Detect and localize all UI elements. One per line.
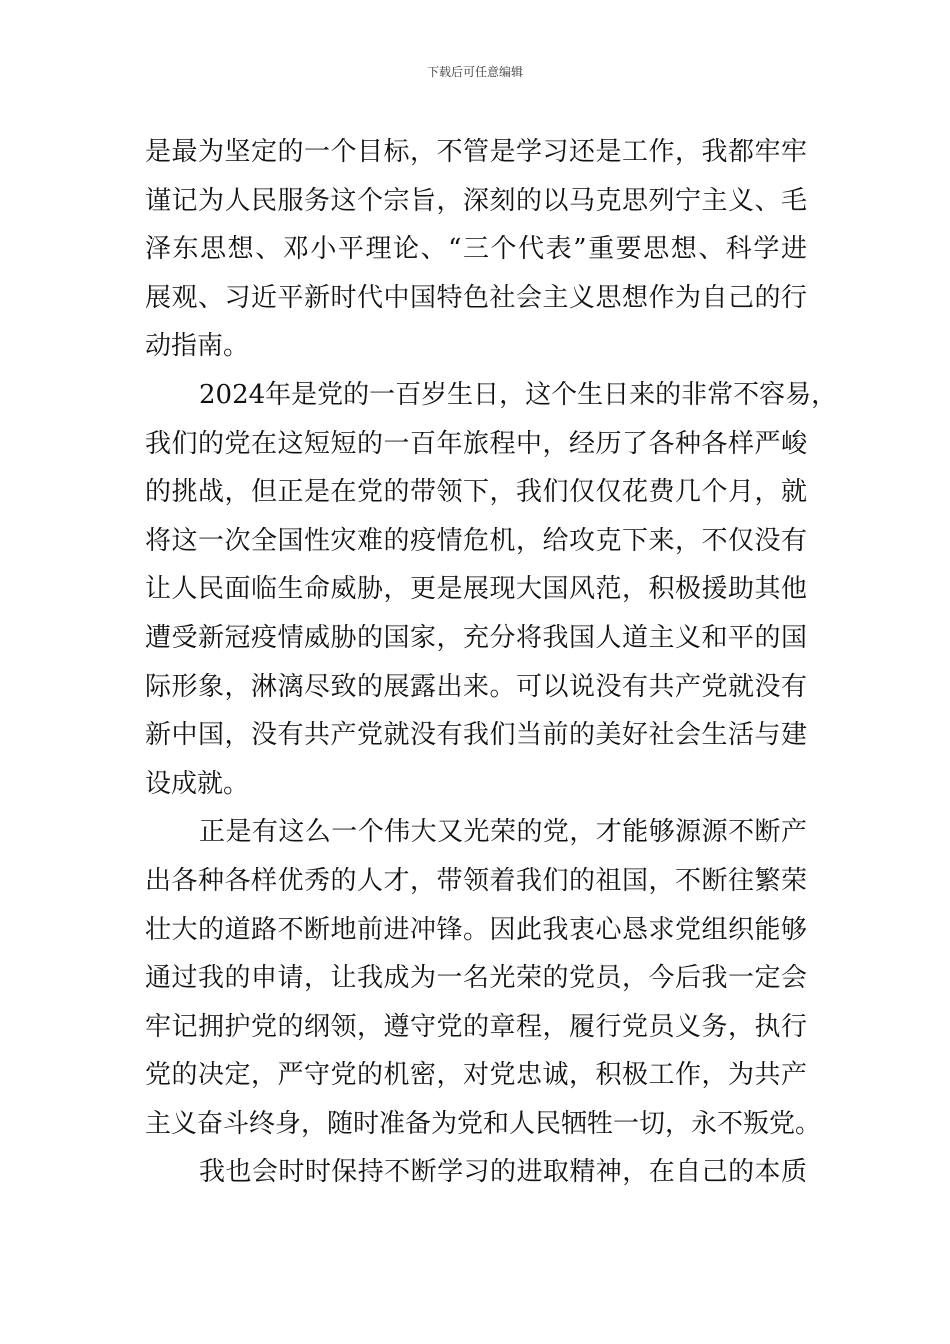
paragraph-3-line-5: 牢记拥护党的纲领，遵守党的章程，履行党员义务，执行: [145, 1011, 807, 1042]
paragraph-2-line-9: 设成就。: [145, 768, 250, 799]
page-header-note: 下载后可任意编辑: [426, 65, 523, 79]
paragraph-3-line-4: 通过我的申请，让我成为一名光荣的党员，今后我一定会: [145, 963, 807, 994]
paragraph-1-line-4: 展观、习近平新时代中国特色社会主义思想作为自己的行: [145, 282, 807, 313]
paragraph-3-line-7: 主义奋斗终身，随时准备为党和人民牺牲一切，永不叛党。: [145, 1108, 822, 1139]
paragraph-1-line-5: 动指南。: [145, 331, 250, 362]
paragraph-2-line-7: 际形象，淋漓尽致的展露出来。可以说没有共产党就没有: [145, 671, 807, 702]
paragraph-3-line-2: 出各种各样优秀的人才，带领着我们的祖国，不断往繁荣: [145, 865, 807, 896]
paragraph-2-line-3: 的挑战，但正是在党的带领下，我们仅仅花费几个月，就: [145, 477, 807, 508]
paragraph-2-line-4: 将这一次全国性灾难的疫情危机，给攻克下来，不仅没有: [145, 525, 807, 556]
paragraph-2-line-5: 让人民面临生命威胁，更是展现大国风范，积极援助其他: [145, 574, 807, 605]
paragraph-1-line-2: 谨记为人民服务这个宗旨，深刻的以马克思列宁主义、毛: [145, 185, 807, 216]
paragraph-2-line-8: 新中国，没有共产党就没有我们当前的美好社会生活与建: [145, 720, 807, 751]
paragraph-4-line-1: 我也会时时保持不断学习的进取精神，在自己的本质: [199, 1157, 807, 1188]
paragraph-3-line-1: 正是有这么一个伟大又光荣的党，才能够源源不断产: [199, 817, 807, 848]
document-body: [145, 128, 838, 1197]
paragraph-3-line-3: 壮大的道路不断地前进冲锋。因此我衷心恳求党组织能够: [145, 914, 807, 945]
paragraph-2-line-1: 2024年是党的一百岁生日，这个生日来的非常不容易，: [199, 379, 838, 410]
paragraph-2-line-2: 我们的党在这短短的一百年旅程中，经历了各种各样严峻: [145, 428, 807, 459]
paragraph-3-line-6: 党的决定，严守党的机密，对党忠诚，积极工作，为共产: [145, 1060, 807, 1091]
paragraph-1-line-1: 是最为坚定的一个目标，不管是学习还是工作，我都牢牢: [145, 137, 807, 167]
paragraph-2-line-6: 遭受新冠疫情威胁的国家，充分将我国人道主义和平的国: [145, 622, 807, 653]
paragraph-1-line-3: 泽东思想、邓小平理论、“三个代表”重要思想、科学进: [145, 234, 807, 265]
